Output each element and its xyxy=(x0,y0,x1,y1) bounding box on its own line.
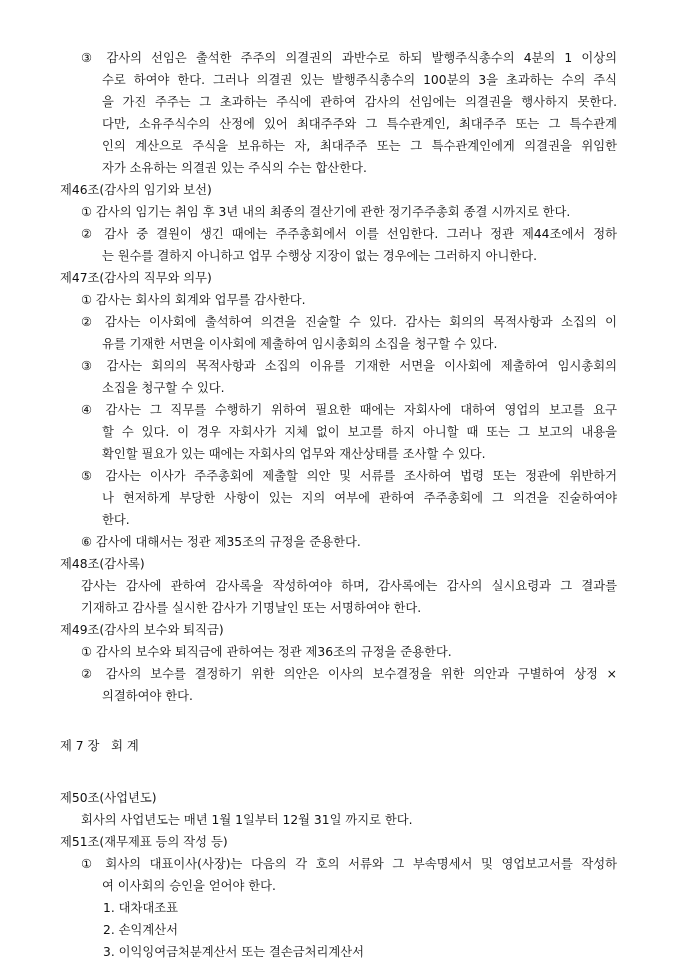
clause-45-3-line-2: 수로 하여야 한다. 그러나 의결권 있는 발행주식총수의 100분의 3을 초과하는 수의 주식 xyxy=(102,73,617,87)
clause-47-5-line-2: 나 현저하게 부당한 사항이 있는 지의 여부에 관하여 주주총회에 그 의견을 진술하여야 xyxy=(102,491,617,505)
article-46-heading: 제46조(감사의 임기와 보선) xyxy=(60,183,212,197)
article-49-heading: 제49조(감사의 보수와 퇴직금) xyxy=(60,623,224,637)
list-item-1: 1. 대차대조표 xyxy=(103,901,179,915)
clause-47-5-line-3: 한다. xyxy=(102,513,130,527)
clause-49-2-line-2: 의결하여야 한다. xyxy=(102,689,193,703)
clause-47-3-line-2: 소집을 청구할 수 있다. xyxy=(102,381,225,395)
clause-45-3-line-5: 인의 계산으로 주식을 보유하는 자, 최대주주 또는 그 특수관계인에게 의결권을 위임한 xyxy=(102,139,617,153)
clause-47-4-line-3: 확인할 필요가 있는 때에는 자회사의 업무와 재산상태를 조사할 수 있다. xyxy=(102,447,486,461)
clause-45-3-line-6: 자가 소유하는 의결권 있는 주식의 수는 합산한다. xyxy=(102,161,367,175)
clause-45-3-line-1: ③ 감사의 선임은 출석한 주주의 의결권의 과반수로 하되 발행주식총수의 4분의 1 이상의 xyxy=(81,51,617,65)
article-48-heading: 제48조(감사록) xyxy=(60,557,145,571)
article-51-heading: 제51조(재무제표 등의 작성 등) xyxy=(60,835,228,849)
clause-46-2-line-1: ② 감사 중 결원이 생긴 때에는 주주총회에서 이를 선임한다. 그러나 정관 제44조에서 정하 xyxy=(81,227,617,241)
clause-47-4-line-2: 할 수 있다. 이 경우 자회사가 지체 없이 보고를 하지 아니할 때 또는 그 보고의 내용을 xyxy=(102,425,617,439)
clause-49-2-line-1: ② 감사의 보수를 결정하기 위한 의안은 이사의 보수결정을 위한 의안과 구별하여 상정 × xyxy=(81,667,617,681)
article-47-heading: 제47조(감사의 직무와 의무) xyxy=(60,271,212,285)
clause-47-5-line-1: ⑤ 감사는 이사가 주주총회에 제출할 의안 및 서류를 조사하여 법령 또는 정관에 위반하거 xyxy=(81,469,617,483)
article-50-body: 회사의 사업년도는 매년 1월 1일부터 12월 31일 까지로 한다. xyxy=(81,813,413,827)
article-48-body-line-2: 기재하고 감사를 실시한 감사가 기명날인 또는 서명하여야 한다. xyxy=(81,601,422,615)
clause-47-6: ⑥ 감사에 대해서는 정관 제35조의 규정을 준용한다. xyxy=(81,535,361,549)
clause-45-3-line-3: 을 가진 주주는 그 초과하는 주식에 관하여 감사의 선임에는 의결권을 행사하지 못한다. xyxy=(102,95,617,109)
clause-45-3-line-4: 다만, 소유주식수의 산정에 있어 최대주주와 그 특수관계인, 최대주주 또는 그 특수관계 xyxy=(102,117,617,131)
clause-47-3-line-1: ③ 감사는 회의의 목적사항과 소집의 이유를 기재한 서면을 이사회에 제출하여 임시총회의 xyxy=(81,359,617,373)
clause-47-2-line-2: 유를 기재한 서면을 이사회에 제출하여 임시총회의 소집을 청구할 수 있다. xyxy=(102,337,498,351)
clause-49-1: ① 감사의 보수와 퇴직금에 관하여는 정관 제36조의 규정을 준용한다. xyxy=(81,645,452,659)
clause-46-1: ① 감사의 임기는 취임 후 3년 내의 최종의 결산기에 관한 정기주주총회 종결 시까지로 한다. xyxy=(81,205,571,219)
clause-47-4-line-1: ④ 감사는 그 직무를 수행하기 위하여 필요한 때에는 자회사에 대하여 영업의 보고를 요구 xyxy=(81,403,617,417)
clause-51-1-line-2: 여 이사회의 승인을 얻어야 한다. xyxy=(102,879,276,893)
clause-46-2-line-2: 는 원수를 결하지 아니하고 업무 수행상 지장이 없는 경우에는 그러하지 아니한다. xyxy=(102,249,537,263)
list-item-3: 3. 이익잉여금처분계산서 또는 결손금처리계산서 xyxy=(103,945,365,959)
list-item-2: 2. 손익계산서 xyxy=(103,923,179,937)
clause-47-1: ① 감사는 회사의 회계와 업무를 감사한다. xyxy=(81,293,306,307)
article-48-body-line-1: 감사는 감사에 관하여 감사록을 작성하여야 하며, 감사록에는 감사의 실시요령과 그 결과를 xyxy=(81,579,617,593)
chapter-7-heading: 제 7 장 회 계 xyxy=(60,739,139,753)
clause-47-2-line-1: ② 감사는 이사회에 출석하여 의견을 진술할 수 있다. 감사는 회의의 목적사항과 소집의 이 xyxy=(81,315,617,329)
article-50-heading: 제50조(사업년도) xyxy=(60,791,157,805)
clause-51-1-line-1: ① 회사의 대표이사(사장)는 다음의 각 호의 서류와 그 부속명세서 및 영업보고서를 작성하 xyxy=(81,857,617,871)
